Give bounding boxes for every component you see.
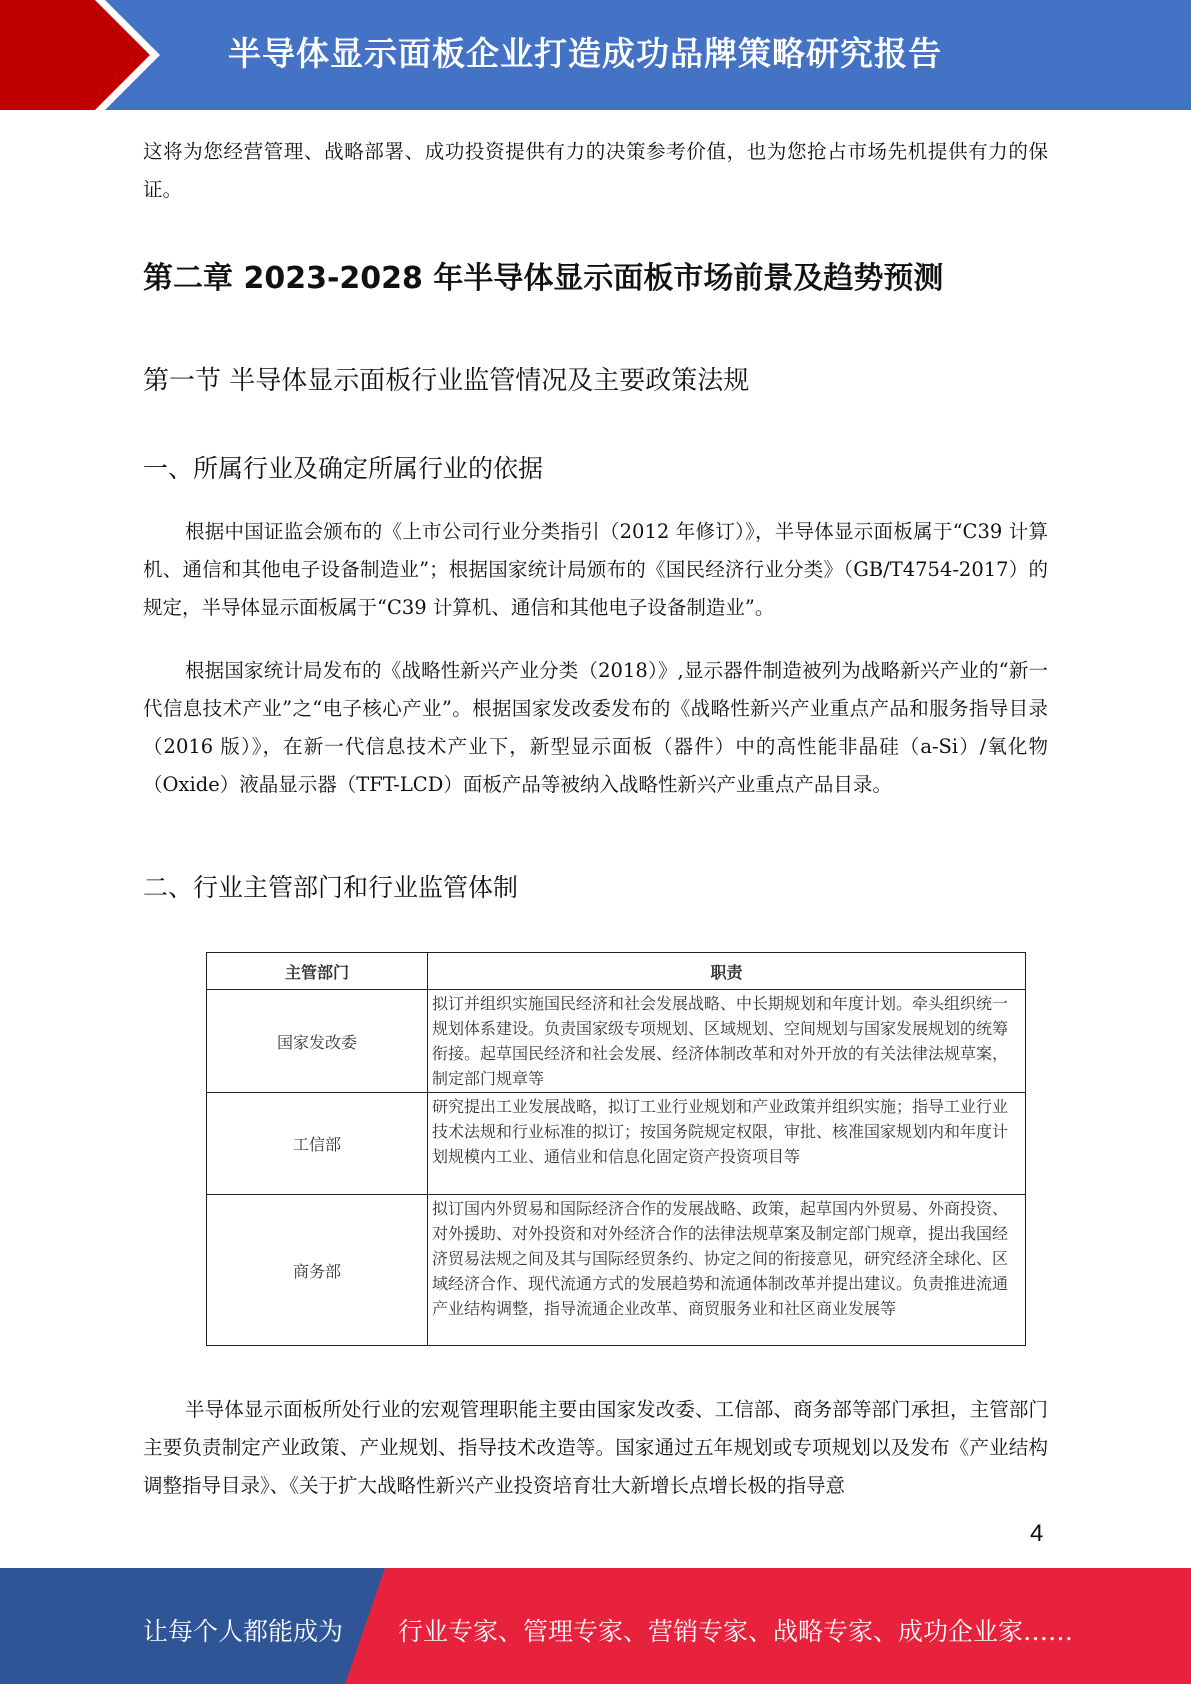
subsection-1-title: 一、所属行业及确定所属行业的依据 <box>143 454 544 483</box>
table-cell-duty: 研究提出工业发展战略，拟订工业行业规划和产业政策并组织实施；指导工业行业技术法规和行业标准的拟订；按国务院规定权限，审批、核准国家规划内和年度计划规模内工业、通信业和信息化固定资产投资项目等 <box>428 1093 1026 1195</box>
table-header-duty: 职责 <box>428 953 1026 990</box>
intro-paragraph: 这将为您经营管理、战略部署、成功投资提供有力的决策参考价值，也为您抢占市场先机提供有力的保证。 <box>143 140 1048 201</box>
table-cell-dept: 商务部 <box>207 1195 428 1346</box>
footer-slogan-right: 行业专家、管理专家、营销专家、战略专家、成功企业家…… <box>398 1617 1074 1646</box>
regulator-duties-table <box>206 952 1026 1346</box>
table-row <box>207 990 1026 1093</box>
table-header-dept: 主管部门 <box>207 953 428 990</box>
table-cell-dept: 工信部 <box>207 1093 428 1195</box>
section-title: 第一节 半导体显示面板行业监管情况及主要政策法规 <box>143 366 750 396</box>
subsection-1-body-2 <box>143 652 1048 804</box>
table-row <box>207 1195 1026 1346</box>
paragraph-industry-classification: 根据中国证监会颁布的《上市公司行业分类指引（2012 年修订）》，半导体显示面板属于“C39 计算机、通信和其他电子设备制造业”；根据国家统计局颁布的《国民经济行业分类》（GB/T4754-2017）的规定，半导体显示面板属于“C39 计算机、通信和其他电子设备制造业”。 <box>143 520 1048 619</box>
table-row <box>207 1093 1026 1195</box>
chapter-title: 第二章 2023-2028 年半导体显示面板市场前景及趋势预测 <box>143 261 944 296</box>
table-header-row <box>207 953 1026 990</box>
table-cell-duty: 拟订国内外贸易和国际经济合作的发展战略、政策，起草国内外贸易、外商投资、对外援助、对外投资和对外经济合作的法律法规草案及制定部门规章，提出我国经济贸易法规之间及其与国际经贸条约、协定之间的衔接意见，研究经济全球化、区域经济合作、现代流通方式的发展趋势和流通体制改革并提出建议。负责推进流通产业结构调整，指导流通企业改革、商贸服务业和社区商业发展等 <box>428 1195 1026 1346</box>
page-number: 4 <box>1030 1520 1044 1547</box>
report-title: 半导体显示面板企业打造成功品牌策略研究报告 <box>228 34 942 73</box>
paragraph-strategic-industry: 根据国家统计局发布的《战略性新兴产业分类（2018）》,显示器件制造被列为战略新兴产业的“新一代信息技术产业”之“电子核心产业”。根据国家发改委发布的《战略性新兴产业重点产品和服务指导目录（2016 版）》，在新一代信息技术产业下，新型显示面板（器件）中的高性能非晶硅（a-Si）/氧化物（Oxide）液晶显示器（TFT-LCD）面板产品等被纳入战略性新兴产业重点产品目录。 <box>143 659 1048 796</box>
intro-paragraph-block <box>143 133 1048 209</box>
subsection-2-title: 二、行业主管部门和行业监管体制 <box>143 873 519 902</box>
page-footer <box>0 1568 1191 1684</box>
table-cell-duty: 拟订并组织实施国民经济和社会发展战略、中长期规划和年度计划。牵头组织统一规划体系建设。负责国家级专项规划、区域规划、空间规划与国家发展规划的统筹衔接。起草国民经济和社会发展、经济体制改革和对外开放的有关法律法规草案，制定部门规章等 <box>428 990 1026 1093</box>
table-cell-dept: 国家发改委 <box>207 990 428 1093</box>
subsection-2-body <box>143 1391 1048 1505</box>
footer-slogan-left: 让每个人都能成为 <box>143 1617 344 1646</box>
subsection-1-body <box>143 513 1048 627</box>
paragraph-macro-management: 半导体显示面板所处行业的宏观管理职能主要由国家发改委、工信部、商务部等部门承担，主管部门主要负责制定产业政策、产业规划、指导技术改造等。国家通过五年规划或专项规划以及发布《产业结构调整指导目录》、《关于扩大战略性新兴产业投资培育壮大新增长点增长极的指导意 <box>143 1398 1048 1497</box>
page-header <box>0 0 1191 110</box>
